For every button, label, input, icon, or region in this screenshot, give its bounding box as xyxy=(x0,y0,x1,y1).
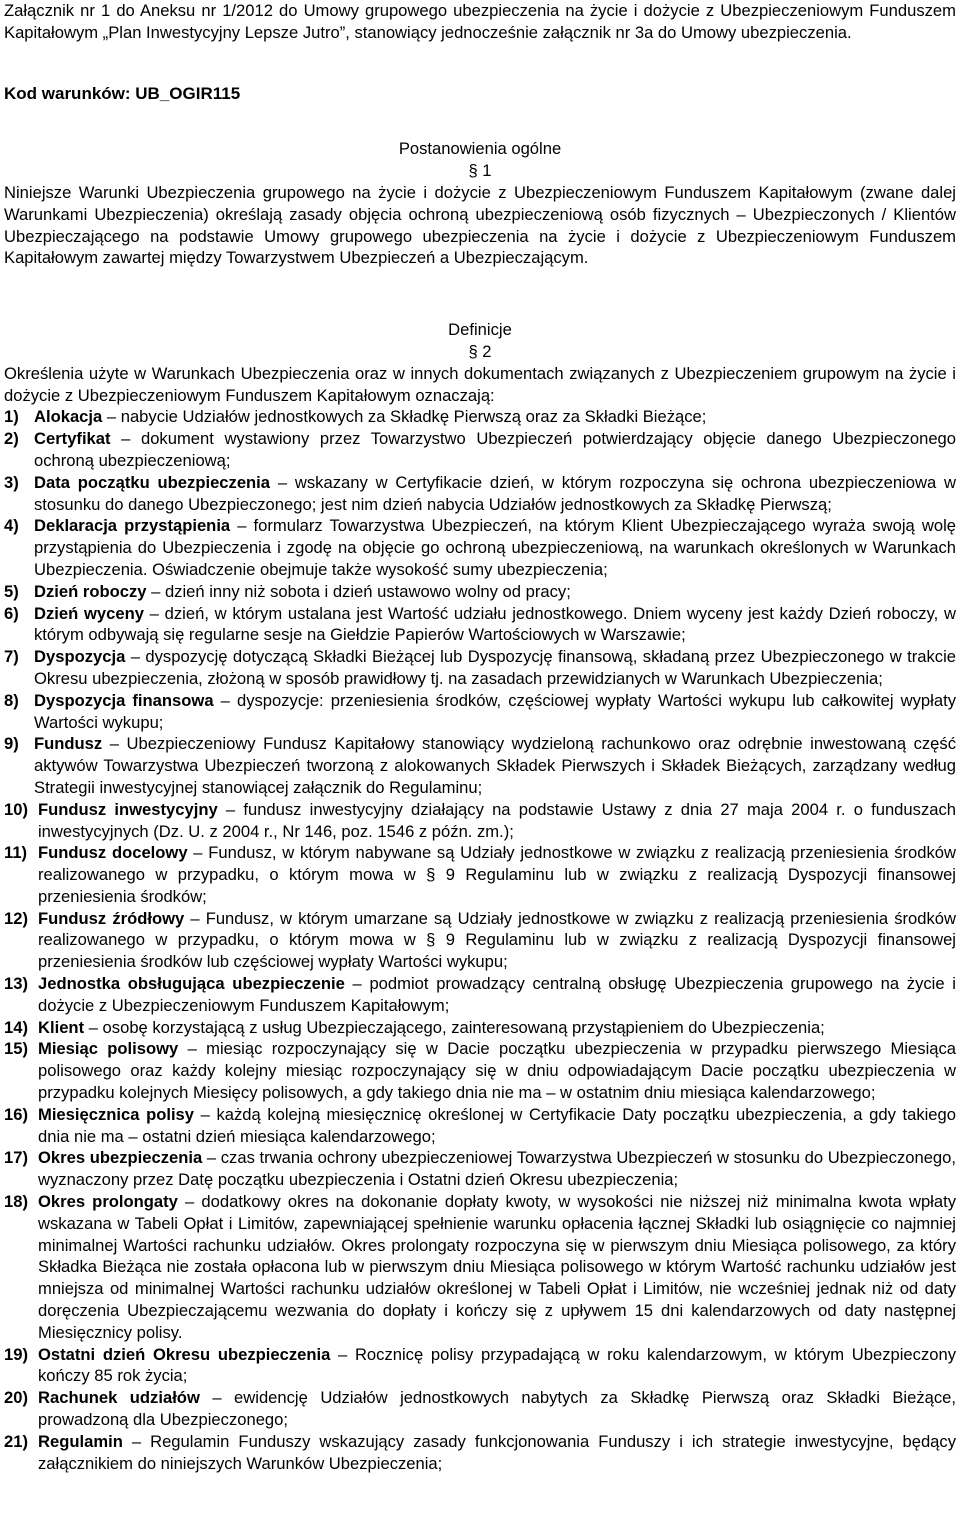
definition-term: Miesięcznica polisy xyxy=(38,1104,195,1124)
definition-text: – dyspozycje: przeniesienia środków, częściowej wypłaty Wartości wykupu lub całkowitej wypłaty Wartości wykupu; xyxy=(34,690,956,732)
definition-body xyxy=(34,428,956,472)
definition-body xyxy=(38,908,956,973)
definition-body xyxy=(38,1431,956,1475)
definition-text: – Regulamin Funduszy wskazujący zasady funkcjonowania Funduszy i ich strategie inwestycyjne, będący załącznikiem do niniejszych Warunków Ubezpieczenia; xyxy=(38,1431,956,1473)
general-provisions-text: Niniejsze Warunki Ubezpieczenia grupowego na życie i dożycie z Ubezpieczeniowym Funduszem Kapitałowym (zwane dalej Warunkami Ubezpieczenia) określają zasady objęcia ochroną ubezpieczeniową osób fizycznych – Ubezpieczonych / Klientów Ubezpieczającego na podstawie Umowy grupowego ubezpieczenia na życie i dożycie z Ubezpieczeniowym Funduszem Kapitałowym zawartej między Towarzystwem Ubezpieczeń a Ubezpieczającym. xyxy=(4,182,956,268)
definition-body xyxy=(34,603,956,647)
definition-term: Ostatni dzień Okresu ubezpieczenia xyxy=(38,1344,331,1364)
definition-number: 13) xyxy=(4,974,28,994)
definition-body xyxy=(34,690,956,734)
definition-term: Fundusz inwestycyjny xyxy=(38,799,218,819)
definition-number: 20) xyxy=(4,1388,28,1408)
definition-item xyxy=(4,733,956,798)
definition-text: – Fundusz, w którym nabywane są Udziały jednostkowe w związku z realizacją przeniesienia środków realizowanego w przypadku, o którym mowa w § 9 Regulaminu lub w związku z realizacją Dyspozycji finansowej przeniesienia środków; xyxy=(38,843,956,906)
definition-number: 6) xyxy=(4,603,19,623)
definition-text: – nabycie Udziałów jednostkowych za Składkę Pierwszą oraz za Składki Bieżące; xyxy=(102,407,707,427)
definition-term: Jednostka obsługująca ubezpieczenie xyxy=(38,974,345,994)
definition-term: Deklaracja przystąpienia xyxy=(34,516,231,536)
definition-body xyxy=(38,1104,956,1148)
definition-item xyxy=(4,1387,956,1431)
definition-number: 5) xyxy=(4,581,19,601)
paragraph-mark-2: § 2 xyxy=(468,341,492,361)
definition-item xyxy=(4,472,956,516)
definition-number: 17) xyxy=(4,1148,28,1168)
definition-item xyxy=(4,581,956,603)
definition-body xyxy=(34,581,956,603)
definition-term: Fundusz źródłowy xyxy=(38,908,185,928)
definition-body xyxy=(34,646,956,690)
definitions-intro: Określenia użyte w Warunkach Ubezpieczenia oraz w innych dokumentach związanych z Ubezpieczeniem grupowym na życie i dożycie z Ubezpieczeniowym Funduszem Kapitałowym oznaczają: xyxy=(4,363,956,405)
definition-term: Dzień wyceny xyxy=(34,603,144,623)
definition-item xyxy=(4,646,956,690)
definition-item xyxy=(4,1038,956,1103)
definition-term: Fundusz docelowy xyxy=(38,843,188,863)
definition-text: – formularz Towarzystwa Ubezpieczeń, na którym Klient Ubezpieczającego wyraża swoją wolę przystąpienia do Ubezpieczenia i zgodę na objęcie go ochroną ubezpieczeniową, na warunkach określonych w Warunkach Ubezpieczenia. Oświadczenie obejmuje także wysokość sumy ubezpieczenia; xyxy=(34,516,956,579)
definition-term: Okres ubezpieczenia xyxy=(38,1148,203,1168)
definition-body xyxy=(34,515,956,580)
definition-item xyxy=(4,973,956,1017)
definition-item xyxy=(4,1191,956,1344)
definition-text: – osobę korzystającą z usług Ubezpieczającego, zainteresowaną przystąpieniem do Ubezpieczenia; xyxy=(84,1017,825,1037)
definition-item xyxy=(4,428,956,472)
definition-item xyxy=(4,842,956,907)
definition-term: Klient xyxy=(38,1017,85,1037)
paragraph-mark-1: § 1 xyxy=(468,161,492,181)
definition-text: – Ubezpieczeniowy Fundusz Kapitałowy stanowiący wydzieloną rachunkowo oraz odrębnie inwestowaną część aktywów Towarzystwa Ubezpieczeń tworzoną z alokowanych Składek Pierwszych i Składek Bieżących, zarządzany według Strategii inwestycyjnej stanowiącej załącznik do Regulaminu; xyxy=(34,734,956,797)
definition-term: Okres prolongaty xyxy=(38,1192,178,1212)
definition-text: – podmiot prowadzący centralną obsługę Ubezpieczenia grupowego na życie i dożycie z Ubezpieczeniowym Funduszem Kapitałowym; xyxy=(38,974,956,1015)
definition-body xyxy=(38,1017,956,1039)
definition-item xyxy=(4,1104,956,1148)
header-intro: Załącznik nr 1 do Aneksu nr 1/2012 do Umowy grupowego ubezpieczenia na życie i dożycie z Ubezpieczeniowym Funduszem Kapitałowym „Plan Inwestycyjny Lepsze Jutro”, stanowiący jednocześnie załącznik nr 3a do Umowy ubezpieczenia. xyxy=(4,1,956,42)
definition-body xyxy=(38,973,956,1017)
definition-text: – dodatkowy okres na dokonanie dopłaty kwoty, w wysokości nie niższej niż minimalna kwota wpłaty wskazana w Tabeli Opłat i Limitów, zapewniającej spełnienie warunku opłacenia łącznej Składki lub osiągnięcie co najmniej minimalnej Wartości rachunku udziałów. Okres prolongaty rozpoczyna się w pierwszym dniu Miesiąca polisowego, za który Składka Bieżąca nie została opłacona lub w pierwszym dniu Miesiąca polisowego w którym Wartość rachunku udziałów jest mniejsza od minimalnej Wartości rachunku udziałów określonej w Tabeli Opłat i Limitów, nie wcześniej jednak niż od daty doręczenia Ubezpieczającemu wezwania do dopłaty i kończy się z upływem 15 dni kalendarzowych od daty następnej Miesięcznicy polisy. xyxy=(38,1192,956,1342)
definition-item xyxy=(4,603,956,647)
definition-item xyxy=(4,406,956,428)
definition-text: – każdą kolejną miesięcznicę określonej w Certyfikacie Daty początku ubezpieczenia, a gdy takiego dnia nie ma – ostatni dzień miesiąca kalendarzowego; xyxy=(38,1104,956,1146)
definition-term: Regulamin xyxy=(38,1431,123,1451)
definition-number: 7) xyxy=(4,647,19,667)
definition-item xyxy=(4,690,956,734)
definition-number: 11) xyxy=(4,843,28,863)
definition-number: 3) xyxy=(4,472,19,492)
definition-number: 16) xyxy=(4,1104,28,1124)
definition-number: 19) xyxy=(4,1344,28,1364)
definition-term: Fundusz xyxy=(34,734,103,754)
definition-item xyxy=(4,1017,956,1039)
definition-text: – Fundusz, w którym umarzane są Udziały jednostkowe w związku z realizacją przeniesienia środków realizowanego w przypadku, o którym mowa w § 9 Regulaminu lub w związku z realizacją Dyspozycji finansowej przeniesienia środków lub częściowej wypłaty Wartości wykupu; xyxy=(38,908,956,972)
definition-body xyxy=(38,799,956,843)
definition-body xyxy=(38,1387,956,1431)
definition-term: Miesiąc polisowy xyxy=(38,1039,179,1059)
definition-term: Dyspozycja finansowa xyxy=(34,690,214,710)
definition-text: – ewidencję Udziałów jednostkowych nabytych za Składkę Pierwszą oraz Składki Bieżące, prowadzoną dla Ubezpieczonego; xyxy=(38,1388,957,1430)
definition-number: 10) xyxy=(4,799,28,819)
definition-term: Dyspozycja xyxy=(34,647,126,667)
definitions-list xyxy=(4,406,956,1474)
definition-number: 9) xyxy=(4,734,19,754)
definition-number: 21) xyxy=(4,1431,28,1451)
section-title-general: Postanowienia ogólne xyxy=(398,139,562,159)
definition-text: – dzień, w którym ustalana jest Wartość udziału jednostkowego. Dniem wyceny jest każdy Dzień roboczy, w którym odbywają się regularne sesje na Giełdzie Papierów Wartościowych w Warszawie; xyxy=(34,603,956,645)
definition-text: – Rocznicę polisy przypadającą w roku kalendarzowym, w którym Ubezpieczony kończy 85 rok życia; xyxy=(38,1344,957,1386)
definition-term: Certyfikat xyxy=(34,429,111,449)
conditions-code: Kod warunków: UB_OGIR115 xyxy=(4,83,241,103)
definition-body xyxy=(34,406,956,428)
definition-body xyxy=(34,472,956,516)
definition-item xyxy=(4,1344,956,1388)
definition-text: – dzień inny niż sobota i dzień ustawowo wolny od pracy; xyxy=(146,581,571,601)
definition-text: – dyspozycję dotyczącą Składki Bieżącej lub Dyspozycję finansową, składaną przez Ubezpieczonego w trakcie Okresu ubezpieczenia, złożoną w sposób prawidłowy tj. na zasadach przewidzianych w Warunkach Ubezpieczenia; xyxy=(34,647,956,688)
definition-number: 8) xyxy=(4,690,19,710)
definition-body xyxy=(38,1147,956,1191)
definition-body xyxy=(38,842,956,907)
definition-number: 18) xyxy=(4,1192,28,1212)
definition-term: Alokacja xyxy=(34,407,103,427)
definition-text: – dokument wystawiony przez Towarzystwo Ubezpieczeń potwierdzający objęcie danego Ubezpieczonego ochroną ubezpieczeniową; xyxy=(34,429,956,470)
definition-number: 14) xyxy=(4,1017,28,1037)
paragraph-number: 2 xyxy=(482,341,492,361)
definition-text: – miesiąc rozpoczynający się w Dacie początku ubezpieczenia w przypadku pierwszego Miesiąca polisowego oraz każdy kolejny miesiąc rozpoczynający się w dniu odpowiadającym Dacie początku ubezpieczenia w przypadku kolejnych Miesięcy polisowych, a gdy takiego dnia nie ma – w ostatnim dniu miesiąca kalendarzowego; xyxy=(38,1039,957,1103)
definition-body xyxy=(38,1191,956,1344)
definition-number: 15) xyxy=(4,1039,28,1059)
definition-item xyxy=(4,908,956,973)
definition-term: Rachunek udziałów xyxy=(38,1388,200,1408)
definition-number: 12) xyxy=(4,908,28,928)
definition-item xyxy=(4,1147,956,1191)
definition-item xyxy=(4,515,956,580)
paragraph-number: 1 xyxy=(482,161,492,181)
definition-number: 2) xyxy=(4,429,19,449)
definition-body xyxy=(38,1344,956,1388)
definition-item xyxy=(4,799,956,843)
definition-term: Data początku ubezpieczenia xyxy=(34,472,271,492)
definition-item xyxy=(4,1431,956,1475)
definition-text: – fundusz inwestycyjny działający na podstawie Ustawy z dnia 27 maja 2004 r. o funduszach inwestycyjnych (Dz. U. z 2004 r., Nr 146, poz. 1546 z późn. zm.); xyxy=(38,799,956,841)
definition-number: 1) xyxy=(4,407,19,427)
definition-number: 4) xyxy=(4,516,19,536)
definition-text: – czas trwania ochrony ubezpieczeniowej Towarzystwa Ubezpieczeń w stosunku do Ubezpieczonego, wyznaczony przez Datę początku ubezpieczenia i Ostatni dzień Okresu ubezpieczenia; xyxy=(38,1148,956,1190)
definition-body xyxy=(38,1038,956,1103)
definition-term: Dzień roboczy xyxy=(34,581,147,601)
definition-text: – wskazany w Certyfikacie dzień, w którym rozpoczyna się ochrona ubezpieczeniowa w stosunku do danego Ubezpieczonego; jest nim dzień nabycia Udziałów jednostkowych za Składkę Pierwszą; xyxy=(34,472,956,514)
definition-body xyxy=(34,733,956,798)
section-title-definitions: Definicje xyxy=(448,320,512,340)
